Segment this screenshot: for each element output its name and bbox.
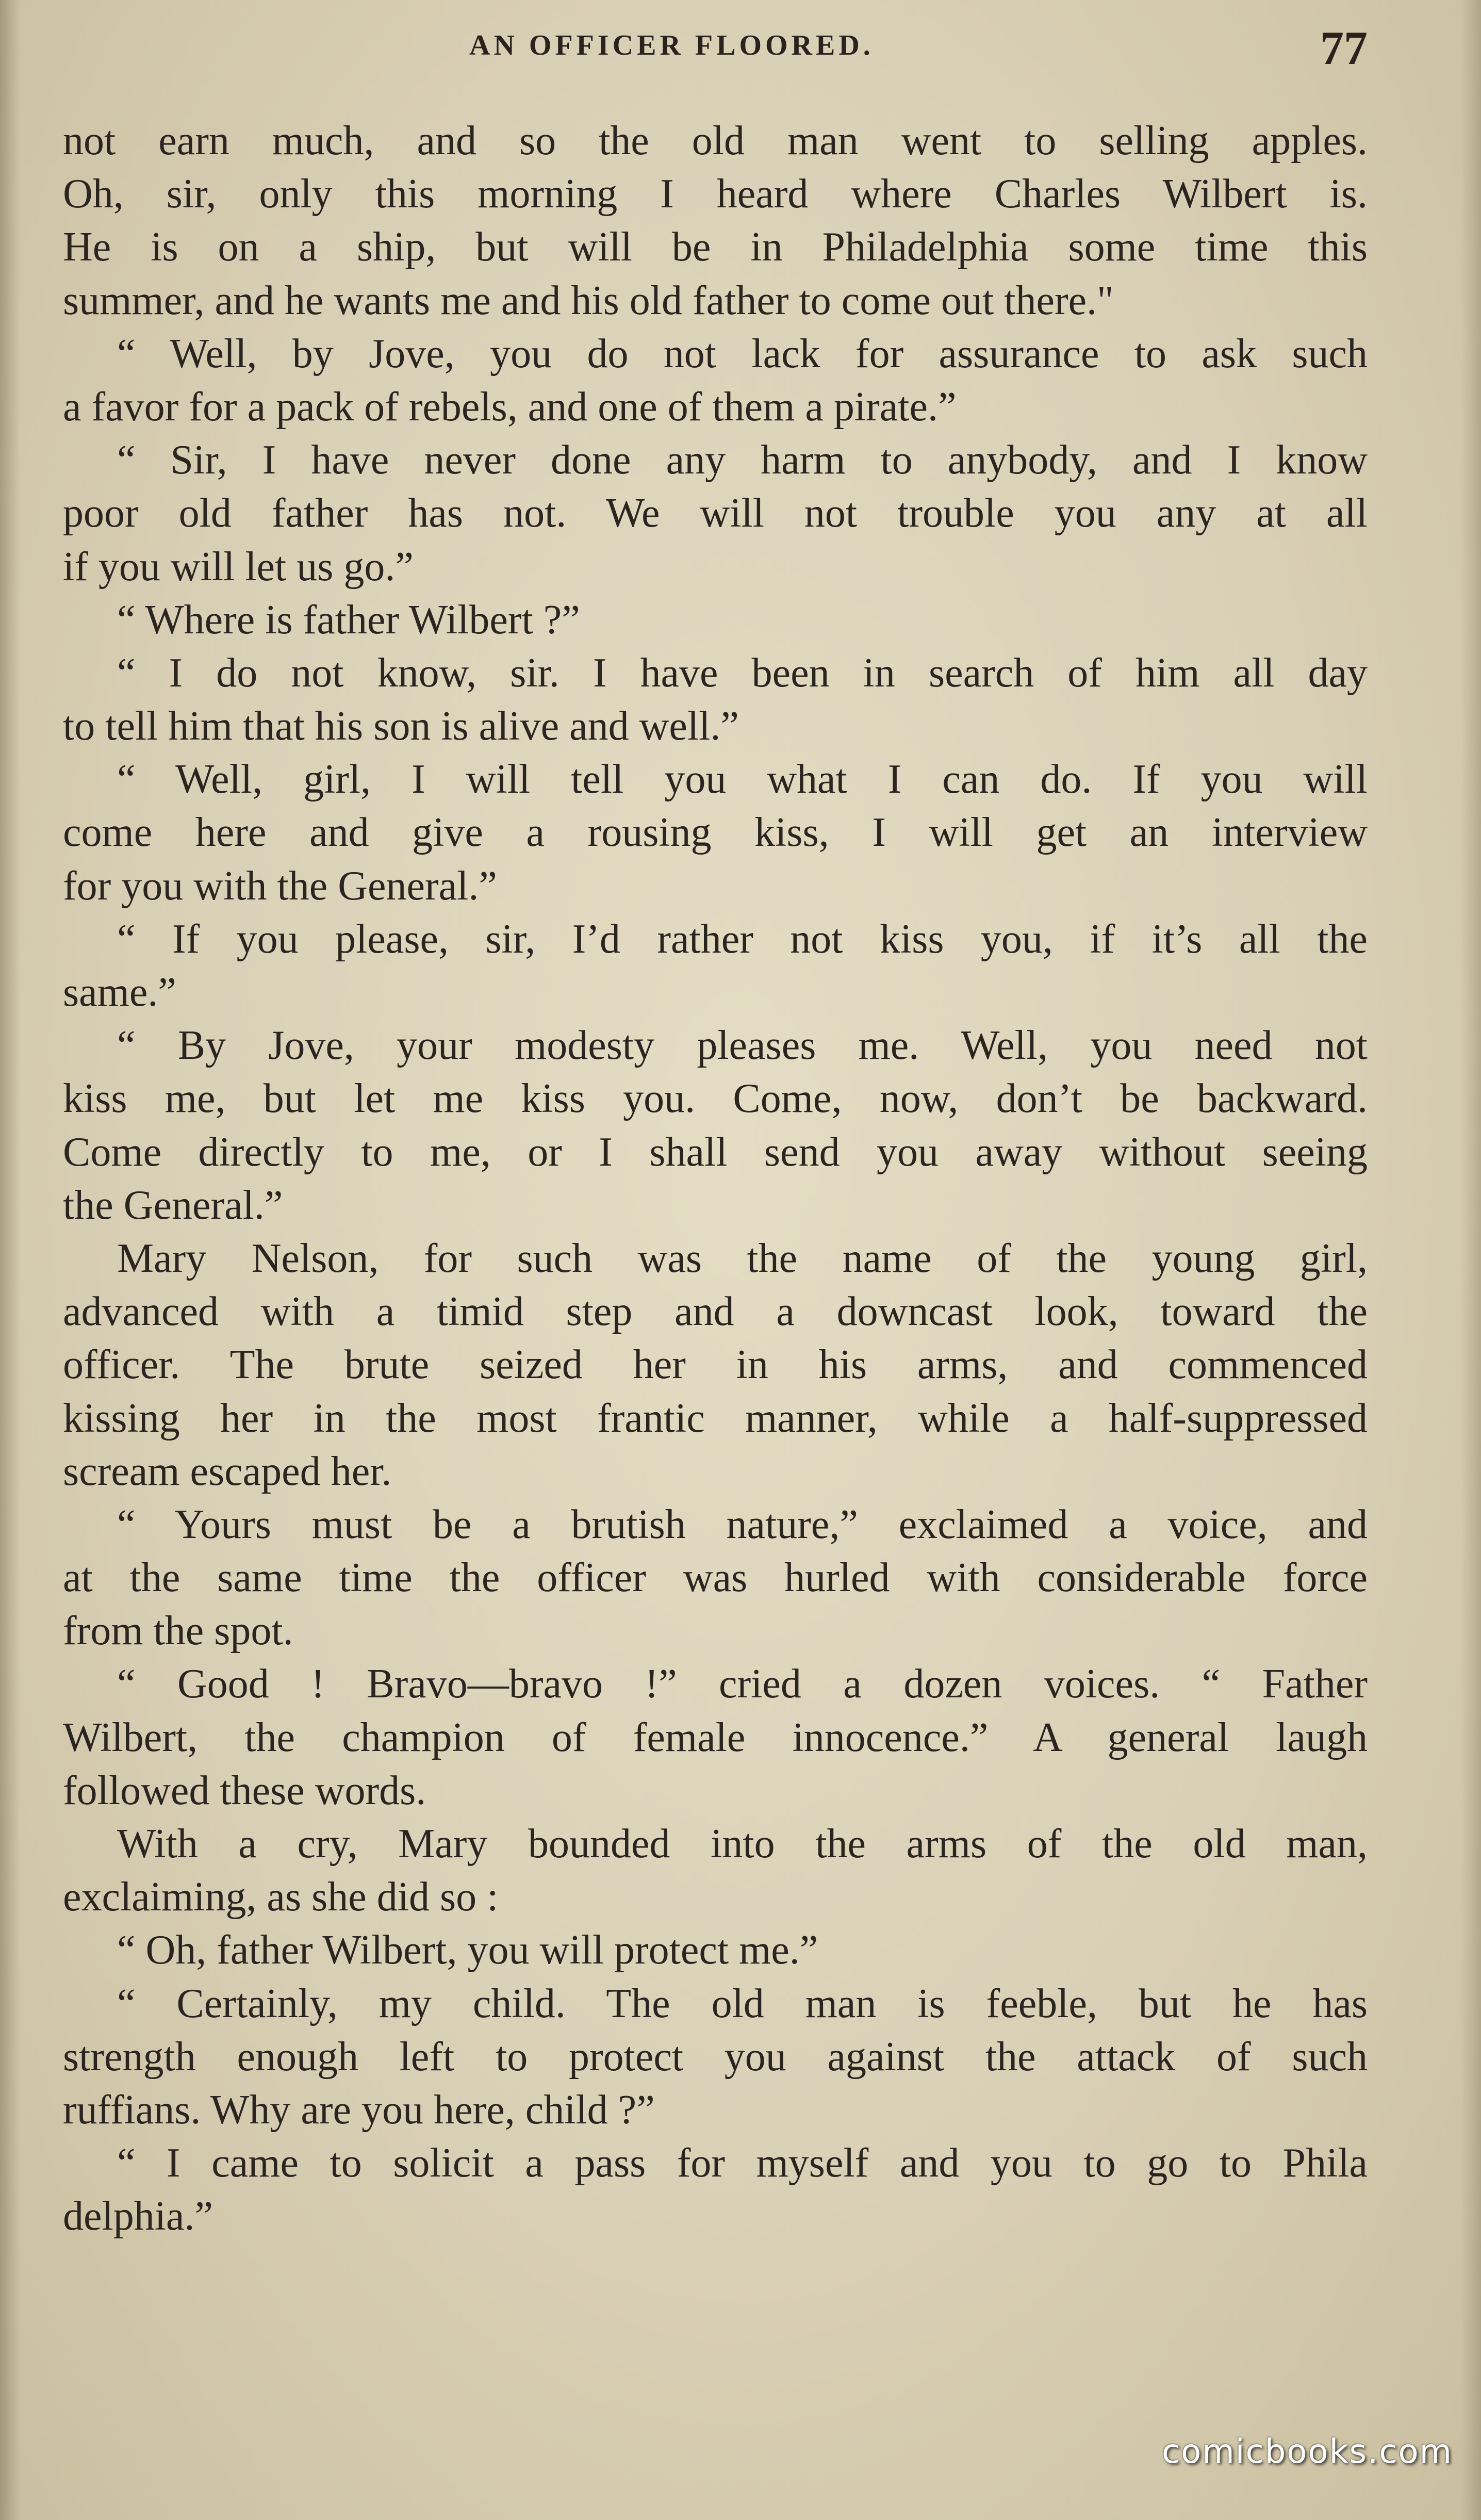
- text-line: scream escaped her.: [63, 1448, 392, 1494]
- text-line: not earn much, and so the old man went to selling apples.: [63, 118, 1368, 163]
- text-line: officer. The brute seized her in his arms, and commenced: [63, 1342, 1368, 1388]
- text-line: Mary Nelson, for such was the name of the young girl,: [117, 1235, 1368, 1281]
- text-line: strength enough left to protect you against the attack of such: [63, 2034, 1368, 2080]
- text-line: if you will let us go.”: [63, 544, 414, 590]
- text-line: for you with the General.”: [63, 863, 497, 909]
- text-line: “ Good ! Bravo—bravo !” cried a dozen voices. “ Father: [117, 1661, 1368, 1707]
- text-line: advanced with a timid step and a downcast look, toward the: [63, 1289, 1368, 1335]
- text-line: “ I came to solicit a pass for myself and you to go to Phila: [117, 2140, 1368, 2186]
- page-number: 77: [1320, 22, 1368, 74]
- text-line: delphia.”: [63, 2194, 213, 2239]
- text-line: “ Certainly, my child. The old man is feeble, but he has: [117, 1981, 1368, 2026]
- text-line: He is on a ship, but will be in Philadelphia some time this: [63, 224, 1368, 270]
- text-line: exclaiming, as she did so :: [63, 1874, 499, 1920]
- running-head: [0, 11, 1481, 74]
- text-line: to tell him that his son is alive and well.”: [63, 703, 739, 749]
- page-left-edge-shadow: [0, 0, 21, 2520]
- text-line: “ If you please, sir, I’d rather not kiss you, if it’s all the: [117, 916, 1368, 962]
- watermark: comicbooks.com: [1161, 2433, 1453, 2471]
- text-line: “ Well, girl, I will tell you what I can do. If you will: [117, 757, 1368, 803]
- text-line: “ Well, by Jove, you do not lack for assurance to ask such: [117, 331, 1368, 377]
- text-line: come here and give a rousing kiss, I will get an interview: [63, 810, 1368, 856]
- text-line: a favor for a pack of rebels, and one of them a pirate.”: [63, 384, 957, 430]
- text-line: Oh, sir, only this morning I heard where Charles Wilbert is.: [63, 171, 1368, 217]
- text-line: With a cry, Mary bounded into the arms of the old man,: [117, 1821, 1368, 1867]
- text-line: “ Oh, father Wilbert, you will protect me.”: [117, 1927, 818, 1973]
- text-line: the General.”: [63, 1182, 283, 1228]
- running-title: AN OFFICER FLOORED.: [469, 29, 874, 61]
- page-right-edge-shadow: [1460, 0, 1481, 2520]
- text-line: from the spot.: [63, 1608, 293, 1654]
- text-line: kissing her in the most frantic manner, while a half-suppressed: [63, 1395, 1368, 1441]
- text-line: “ Sir, I have never done any harm to anybody, and I know: [117, 437, 1368, 483]
- text-line: “ Yours must be a brutish nature,” exclaimed a voice, and: [117, 1501, 1368, 1547]
- text-line: “ Where is father Wilbert ?”: [117, 597, 580, 643]
- text-line: Come directly to me, or I shall send you away without seeing: [63, 1129, 1368, 1175]
- text-line: summer, and he wants me and his old father to come out there.": [63, 277, 1114, 323]
- text-line: kiss me, but let me kiss you. Come, now, don’t be backward.: [63, 1076, 1368, 1122]
- text-line: “ I do not know, sir. I have been in search of him all day: [117, 650, 1368, 696]
- text-line: poor old father has not. We will not trouble you any at all: [63, 490, 1368, 536]
- text-line: Wilbert, the champion of female innocence.” A general laugh: [63, 1714, 1368, 1760]
- text-line: ruffians. Why are you here, child ?”: [63, 2087, 655, 2133]
- text-line: “ By Jove, your modesty pleases me. Well, you need not: [117, 1023, 1368, 1069]
- text-line: at the same time the officer was hurled with considerable force: [63, 1555, 1368, 1601]
- text-line: followed these words.: [63, 1768, 426, 1813]
- body-text: [63, 114, 1368, 2244]
- text-line: same.”: [63, 970, 176, 1015]
